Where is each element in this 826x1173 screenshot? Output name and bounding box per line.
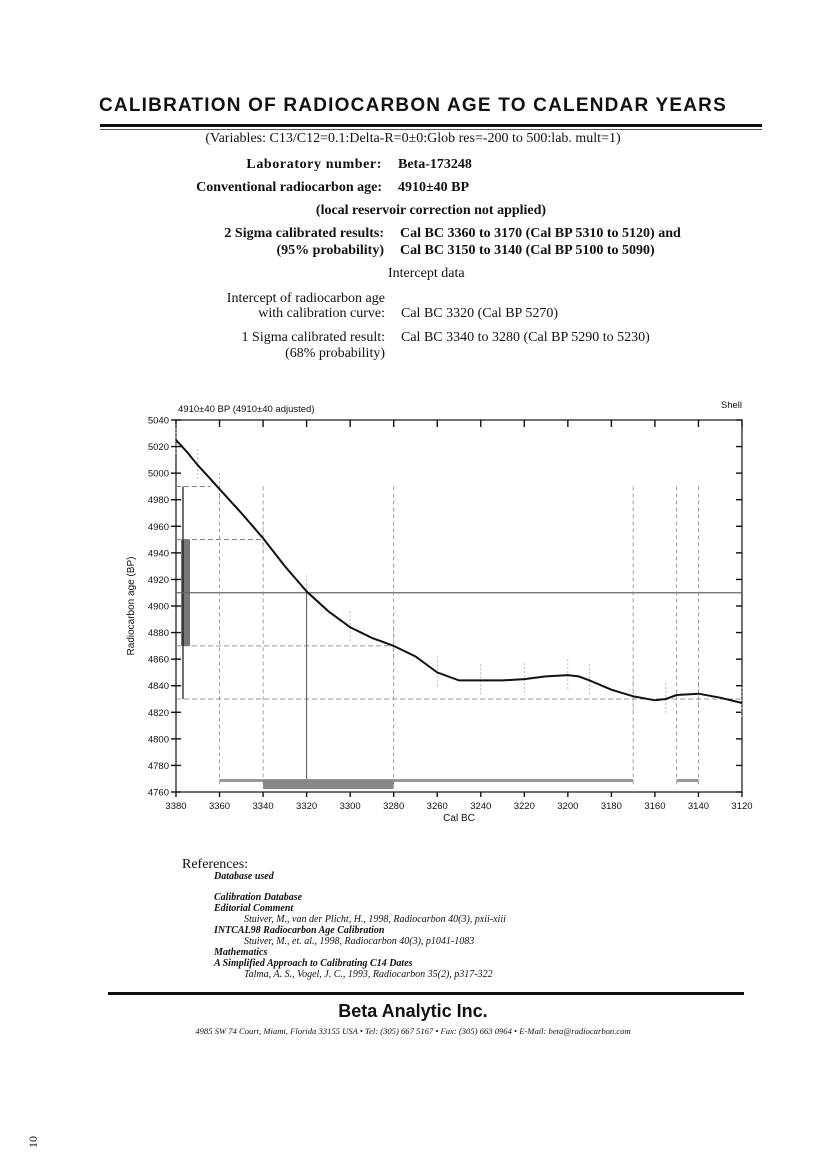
y-tick-label: 4900 (147, 601, 169, 613)
y-tick-label: 4840 (147, 681, 169, 693)
conv-age-value: 4910±40 BP (398, 180, 470, 195)
x-tick-label: 3300 (339, 801, 361, 812)
x-tick-label: 3360 (208, 801, 231, 812)
intercept-label-2: with calibration curve: (258, 306, 385, 321)
reservoir-note: (local reservoir correction not applied) (315, 203, 547, 218)
y-tick-label: 4780 (147, 760, 169, 772)
ref-simplified-cite: Talma, A. S., Vogel, J. C., 1993, Radiocarbon 35(2), p317-322 (244, 969, 493, 980)
y-tick-label: 4760 (147, 787, 169, 799)
x-tick-label: 3280 (383, 801, 405, 812)
x-tick-label: 3180 (600, 801, 622, 812)
intercept-value: Cal BC 3320 (Cal BP 5270) (401, 306, 558, 321)
y-tick-label: 5020 (147, 442, 169, 454)
sigma2-cal-range (677, 779, 699, 782)
intercept-heading: Intercept data (388, 266, 465, 281)
plot-frame (176, 420, 742, 792)
chart-title: 4910±40 BP (4910±40 adjusted) (178, 404, 315, 415)
sigma2-value-2: Cal BC 3150 to 3140 (Cal BP 5100 to 5090) (400, 243, 655, 258)
calibration-curve (176, 440, 742, 703)
variables-line: (Variables: C13/C12=0.1:Delta-R=0±0:Glob res=-200 to 500:lab. mult=1) (205, 131, 621, 146)
ref-mathematics: Mathematics (214, 947, 268, 958)
y-tick-label: 4880 (147, 628, 169, 640)
ref-database-used: Database used (214, 871, 274, 882)
x-tick-label: 3140 (687, 801, 710, 812)
x-axis-label: Cal BC (443, 813, 475, 824)
x-tick-label: 3320 (296, 801, 318, 812)
footer-rule (108, 992, 744, 995)
company-name: Beta Analytic Inc. (338, 1001, 488, 1021)
lab-number-label: Laboratory number: (246, 157, 382, 172)
references-heading: References: (182, 857, 249, 872)
calibration-chart (120, 398, 760, 830)
ref-intcal-cite: Stuiver, M., et. al., 1998, Radiocarbon 40(3), p1041-1083 (244, 936, 475, 947)
x-tick-label: 3220 (513, 801, 535, 812)
lab-number-value: Beta-173248 (398, 157, 472, 172)
y-tick-label: 4960 (147, 521, 169, 533)
report-title: CALIBRATION OF RADIOCARBON AGE TO CALENDAR YEARS (99, 95, 727, 116)
x-tick-label: 3340 (252, 801, 274, 812)
calibration-chart-svg (120, 398, 760, 830)
sigma1-cal-range (263, 780, 394, 789)
x-tick-label: 3160 (644, 801, 666, 812)
y-tick-label: 4980 (147, 495, 169, 507)
y-tick-label: 5000 (147, 468, 169, 480)
sigma2-label: 2 Sigma calibrated results: (224, 226, 384, 241)
y-tick-label: 4940 (147, 548, 169, 560)
sigma1-value: Cal BC 3340 to 3280 (Cal BP 5290 to 5230) (401, 330, 650, 345)
x-tick-label: 3240 (470, 801, 492, 812)
y-tick-label: 4800 (147, 734, 169, 746)
ref-editorial-cite: Stuiver, M., van der Plicht, H., 1998, Radiocarbon 40(3), pxii-xiii (244, 914, 506, 925)
sigma1-probability: (68% probability) (285, 346, 385, 361)
ref-editorial-comment: Editorial Comment (214, 903, 294, 914)
ref-intcal: INTCAL98 Radiocarbon Age Calibration (214, 925, 385, 936)
y-tick-label: 4860 (147, 654, 169, 666)
intercept-label-1: Intercept of radiocarbon age (226, 291, 385, 306)
sigma2-value-1: Cal BC 3360 to 3170 (Cal BP 5310 to 5120) and (400, 226, 681, 241)
y-axis-label: Radiocarbon age (BP) (126, 556, 137, 656)
conv-age-label: Conventional radiocarbon age: (196, 180, 382, 195)
sigma1-label: 1 Sigma calibrated result: (241, 330, 385, 345)
chart-corner-label: Shell (720, 400, 742, 411)
x-tick-label: 3260 (426, 801, 448, 812)
x-tick-label: 3120 (731, 801, 753, 812)
margin-mark: 10 (26, 1136, 40, 1148)
x-tick-label: 3200 (557, 801, 579, 812)
references-block (182, 857, 506, 980)
y-tick-label: 4920 (147, 574, 169, 586)
ref-simplified: A Simplified Approach to Calibrating C14 Dates (214, 958, 413, 969)
y-tick-label: 5040 (147, 415, 169, 427)
title-rule-thin (100, 129, 762, 130)
ref-calibration-database: Calibration Database (214, 892, 303, 903)
company-address: 4985 SW 74 Court, Miami, Florida 33155 USA • Tel: (305) 667 5167 • Fax: (305) 663 0964 • E-Mail: beta@radiocarbon.com (195, 1026, 631, 1036)
x-tick-label: 3380 (165, 801, 187, 812)
y-tick-label: 4820 (147, 707, 169, 719)
title-rule (100, 124, 762, 127)
sigma2-probability: (95% probability) (276, 243, 384, 258)
